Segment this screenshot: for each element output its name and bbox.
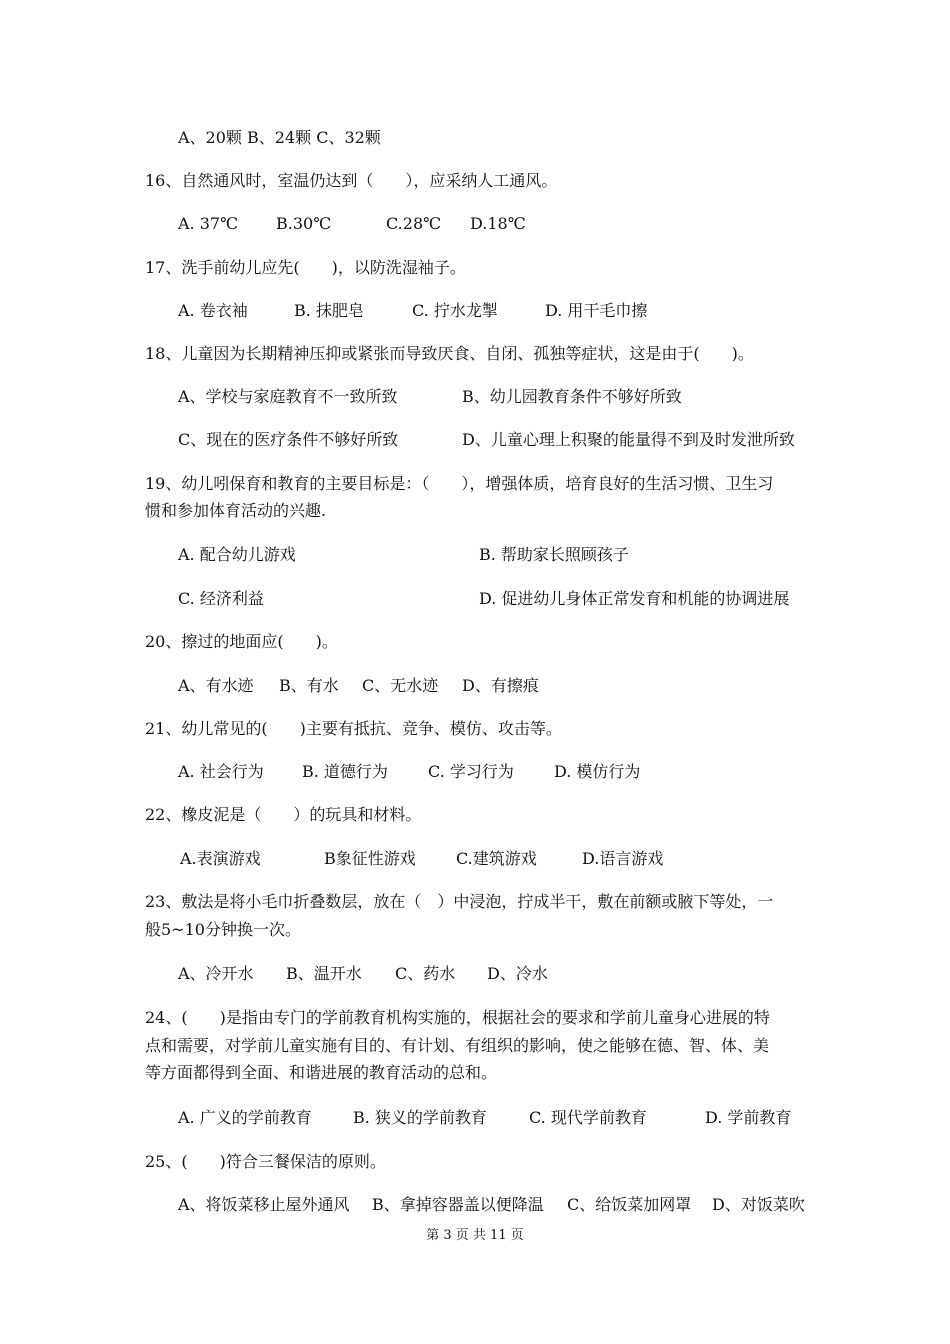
option-line-15: A、20颗 B、24颗 C、32颗 xyxy=(178,128,381,147)
option-22-b: B象征性游戏 xyxy=(324,849,416,868)
option-21-d: D. 模仿行为 xyxy=(554,762,641,781)
question-24-line-3: 等方面都得到全面、和谐进展的教育活动的总和。 xyxy=(145,1063,498,1082)
option-16-d: D.18℃ xyxy=(470,214,526,233)
option-19-b: B. 帮助家长照顾孩子 xyxy=(479,545,629,564)
question-19-line-1: 19、幼儿吲保育和教育的主要目标是：（ ），增强体质，培育良好的生活习惯、卫生习 xyxy=(145,474,774,493)
option-23-a: A、冷开水 xyxy=(178,964,254,983)
option-22-a: A.表演游戏 xyxy=(180,849,261,868)
option-22-c: C.建筑游戏 xyxy=(456,849,537,868)
option-25-a: A、将饭菜移止屋外通风 xyxy=(178,1195,350,1214)
option-24-a: A. 广义的学前教育 xyxy=(178,1108,312,1127)
option-19-a: A. 配合幼儿游戏 xyxy=(178,545,296,564)
option-21-b: B. 道德行为 xyxy=(302,762,388,781)
question-21: 21、幼儿常见的( )主要有抵抗、竞争、模仿、攻击等。 xyxy=(145,719,562,738)
question-22: 22、橡皮泥是（ ）的玩具和材料。 xyxy=(145,805,422,824)
option-25-b: B、拿掉容器盖以便降温 xyxy=(372,1195,544,1214)
option-16-b: B.30℃ xyxy=(276,214,332,233)
option-18-c: C、现在的医疗条件不够好所致 xyxy=(178,430,399,449)
option-17-c: C. 拧水龙掣 xyxy=(412,301,498,320)
option-25-d: D、对饭菜吹 xyxy=(712,1195,805,1214)
question-20: 20、擦过的地面应( )。 xyxy=(145,632,338,651)
option-24-d: D. 学前教育 xyxy=(705,1108,792,1127)
option-24-c: C. 现代学前教育 xyxy=(529,1108,647,1127)
option-20-a: A、有水迹 xyxy=(178,676,254,695)
option-19-c: C. 经济利益 xyxy=(178,589,264,608)
question-25: 25、( )符合三餐保洁的原则。 xyxy=(145,1152,386,1171)
option-18-a: A、学校与家庭教育不一致所致 xyxy=(178,387,398,406)
option-17-b: B. 抹肥皂 xyxy=(294,301,364,320)
question-24-line-1: 24、( )是指由专门的学前教育机构实施的，根据社会的要求和学前儿童身心进展的特 xyxy=(145,1008,770,1027)
question-23-line-1: 23、敷法是将小毛巾折叠数层，放在（ ）中浸泡，拧成半干，敷在前额或腋下等处，一 xyxy=(145,892,774,911)
option-23-b: B、温开水 xyxy=(286,964,362,983)
question-24-line-2: 点和需要，对学前儿童实施有目的、有计划、有组织的影响，使之能够在德、智、体、美 xyxy=(145,1036,770,1055)
option-20-c: C、无水迹 xyxy=(362,676,439,695)
question-18: 18、儿童因为长期精神压抑或紧张而导致厌食、自闭、孤独等症状，这是由于( )。 xyxy=(145,344,754,363)
option-18-d: D、儿童心理上积聚的能量得不到及时发泄所致 xyxy=(462,430,795,449)
option-16-a: A. 37℃ xyxy=(178,214,238,233)
option-17-a: A. 卷衣袖 xyxy=(178,301,248,320)
option-21-a: A. 社会行为 xyxy=(178,762,264,781)
option-21-c: C. 学习行为 xyxy=(428,762,514,781)
question-23-line-2: 般5~10分钟换一次。 xyxy=(145,920,301,939)
option-22-d: D.语言游戏 xyxy=(582,849,664,868)
option-24-b: B. 狭义的学前教育 xyxy=(353,1108,487,1127)
option-23-d: D、冷水 xyxy=(487,964,548,983)
option-17-d: D. 用干毛巾擦 xyxy=(545,301,648,320)
question-17: 17、洗手前幼儿应先( )，以防洗湿袖子。 xyxy=(145,258,466,277)
option-20-b: B、有水 xyxy=(279,676,339,695)
option-19-d: D. 促进幼儿身体正常发育和机能的协调进展 xyxy=(479,589,790,608)
option-20-d: D、有擦痕 xyxy=(462,676,539,695)
question-16: 16、自然通风时，室温仍达到（ ），应采纳人工通风。 xyxy=(145,171,558,190)
option-18-b: B、幼儿园教育条件不够好所致 xyxy=(462,387,682,406)
page-footer: 第 3 页 共 11 页 xyxy=(426,1228,524,1243)
option-16-c: C.28℃ xyxy=(386,214,442,233)
option-23-c: C、药水 xyxy=(395,964,456,983)
option-25-c: C、给饭菜加网罩 xyxy=(567,1195,692,1214)
question-19-line-2: 惯和参加体育活动的兴趣. xyxy=(145,501,327,520)
